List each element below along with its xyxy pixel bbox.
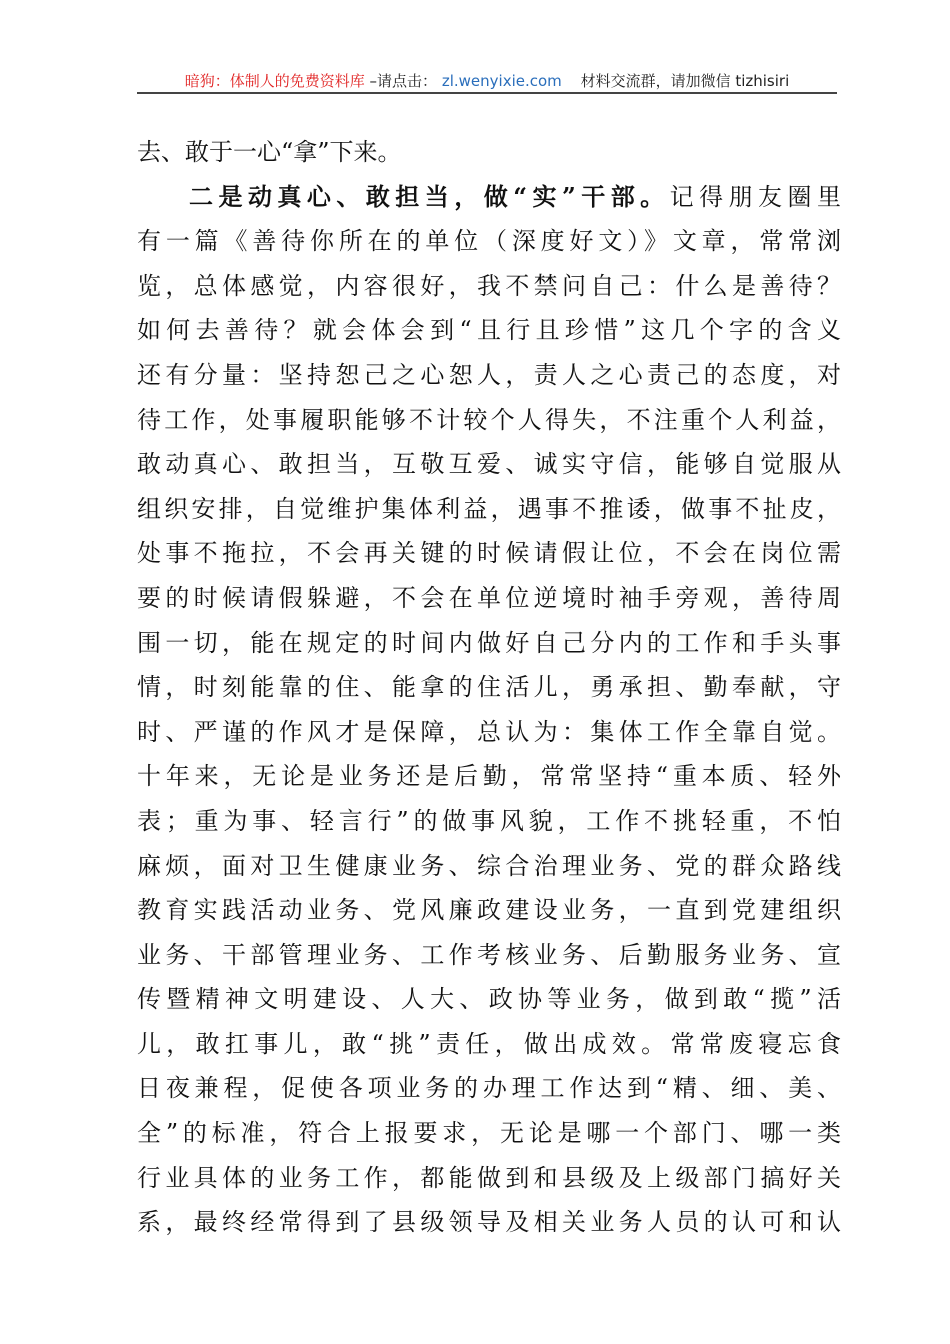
text-line: 去、敢于一心“拿”下来。	[137, 138, 402, 166]
text-line: 教育实践活动业务、党风廉政建设业务，一直到党建组织	[137, 896, 841, 925]
text-line: 全”的标准，符合上报要求，无论是哪一个部门、哪一类	[137, 1119, 841, 1148]
promo-title: 暗狗：体制人的免费资料库	[184, 72, 365, 90]
text-line: 日夜兼程，促使各项业务的办理工作达到“精、细、美、	[137, 1074, 841, 1103]
text-line: 有一篇《善待你所在的单位（深度好文）》文章，常常浏	[137, 227, 841, 256]
text-line: 还有分量：坚持恕己之心恕人，责人之心责己的态度，对	[137, 360, 841, 389]
promo-wechat: 材料交流群，请加微信 tizhisiri	[580, 72, 790, 90]
promo-link[interactable]: zl.wenyixie.com	[441, 72, 562, 90]
text-line: 表；重为事、轻言行”的做事风貌，工作不挑轻重，不怕	[137, 806, 841, 835]
header-divider	[137, 92, 837, 94]
text-line: 如何去善待？就会体会到“且行且珍惜”这几个字的含义	[137, 316, 841, 345]
text-line: 行业具体的业务工作，都能做到和县级及上级部门搞好关	[137, 1163, 841, 1192]
promo-click-text: –请点击：	[369, 72, 438, 90]
text-line: 情，时刻能靠的住、能拿的住活儿，勇承担、勤奉献，守	[137, 673, 841, 702]
text-line: 览，总体感觉，内容很好，我不禁问自己：什么是善待？	[137, 271, 841, 300]
page-header	[137, 70, 837, 91]
text-line: 麻烦，面对卫生健康业务、综合治理业务、党的群众路线	[137, 851, 841, 880]
text-line: 儿，敢扛事儿，敢“挑”责任，做出成效。常常废寝忘食	[137, 1029, 841, 1058]
text-line: 十年来，无论是业务还是后勤，常常坚持“重本质、轻外	[137, 762, 841, 791]
text-line: 围一切，能在规定的时间内做好自己分内的工作和手头事	[137, 628, 841, 657]
text-line: 业务、干部管理业务、工作考核业务、后勤服务业务、宣	[137, 940, 841, 969]
text-span: 记得朋友圈里	[669, 182, 842, 211]
text-line: 待工作，处事履职能够不计较个人得失，不注重个人利益，	[137, 405, 841, 434]
text-line: 系，最终经常得到了县级领导及相关业务人员的认可和认	[137, 1208, 841, 1237]
paragraph-start-line	[137, 175, 841, 220]
text-line: 敢动真心、敢担当，互敬互爱、诚实守信，能够自觉服从	[137, 450, 841, 479]
text-line: 传暨精神文明建设、人大、政协等业务，做到敢“揽”活	[137, 985, 841, 1014]
text-line: 时、严谨的作风才是保障，总认为：集体工作全靠自觉。	[137, 717, 841, 746]
text-line: 组织安排，自觉维护集体利益，遇事不推诿，做事不扯皮，	[137, 494, 841, 523]
text-line: 要的时候请假躲避，不会在单位逆境时袖手旁观，善待周	[137, 583, 841, 612]
paragraph-heading: 二是动真心、敢担当，做“实”干部。	[189, 181, 670, 211]
document-body	[137, 130, 841, 1245]
text-line: 处事不拖拉，不会再关键的时候请假让位，不会在岗位需	[137, 539, 841, 568]
